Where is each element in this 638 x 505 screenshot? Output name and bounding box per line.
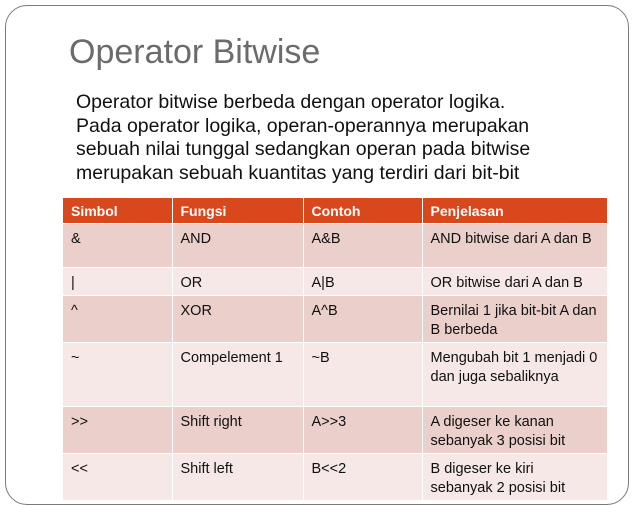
cell-penjelasan: A digeser ke kanan sebanyak 3 posisi bit [422, 407, 607, 454]
cell-fungsi: Shift left [172, 454, 303, 501]
cell-contoh: A|B [303, 268, 422, 296]
table-row [63, 407, 607, 454]
paragraph-line: merupakan sebuah kuantitas yang terdiri dari bit-bit [76, 161, 520, 184]
cell-simbol: | [63, 268, 172, 296]
paragraph-line: sebuah nilai tunggal sedangkan operan pada bitwise [76, 138, 531, 160]
slide-paragraph [76, 91, 596, 185]
bitwise-operator-table [63, 198, 607, 500]
cell-contoh: A>>3 [303, 407, 422, 454]
cell-fungsi: AND [172, 224, 303, 268]
cell-penjelasan: OR bitwise dari A dan B [422, 268, 607, 296]
table-row [63, 343, 607, 407]
paragraph-line: Operator bitwise berbeda dengan operator logika. [76, 91, 506, 113]
cell-fungsi: XOR [172, 296, 303, 343]
cell-fungsi: OR [172, 268, 303, 296]
table-row [63, 296, 607, 343]
header-simbol: Simbol [63, 198, 172, 224]
cell-simbol: ^ [63, 296, 172, 343]
cell-penjelasan: Mengubah bit 1 menjadi 0 dan juga sebaliknya [422, 343, 607, 407]
table-row [63, 224, 607, 268]
cell-contoh: A^B [303, 296, 422, 343]
slide-title: Operator Bitwise [69, 33, 321, 71]
cell-simbol: & [63, 224, 172, 268]
table-header-row [63, 198, 607, 224]
cell-fungsi: Shift right [172, 407, 303, 454]
table-row [63, 454, 607, 501]
header-fungsi: Fungsi [172, 198, 303, 224]
cell-fungsi: Compelement 1 [172, 343, 303, 407]
paragraph-line: Pada operator logika, operan-operannya merupakan [76, 114, 530, 137]
cell-penjelasan: B digeser ke kiri sebanyak 2 posisi bit [422, 454, 607, 501]
cell-penjelasan: Bernilai 1 jika bit-bit A dan B berbeda [422, 296, 607, 343]
cell-simbol: ~ [63, 343, 172, 407]
cell-penjelasan: AND bitwise dari A dan B [422, 224, 607, 268]
cell-simbol: >> [63, 407, 172, 454]
cell-contoh: B<<2 [303, 454, 422, 501]
table-row [63, 268, 607, 296]
cell-contoh: A&B [303, 224, 422, 268]
cell-contoh: ~B [303, 343, 422, 407]
cell-simbol: << [63, 454, 172, 501]
header-contoh: Contoh [303, 198, 422, 224]
header-penjelasan: Penjelasan [422, 198, 607, 224]
